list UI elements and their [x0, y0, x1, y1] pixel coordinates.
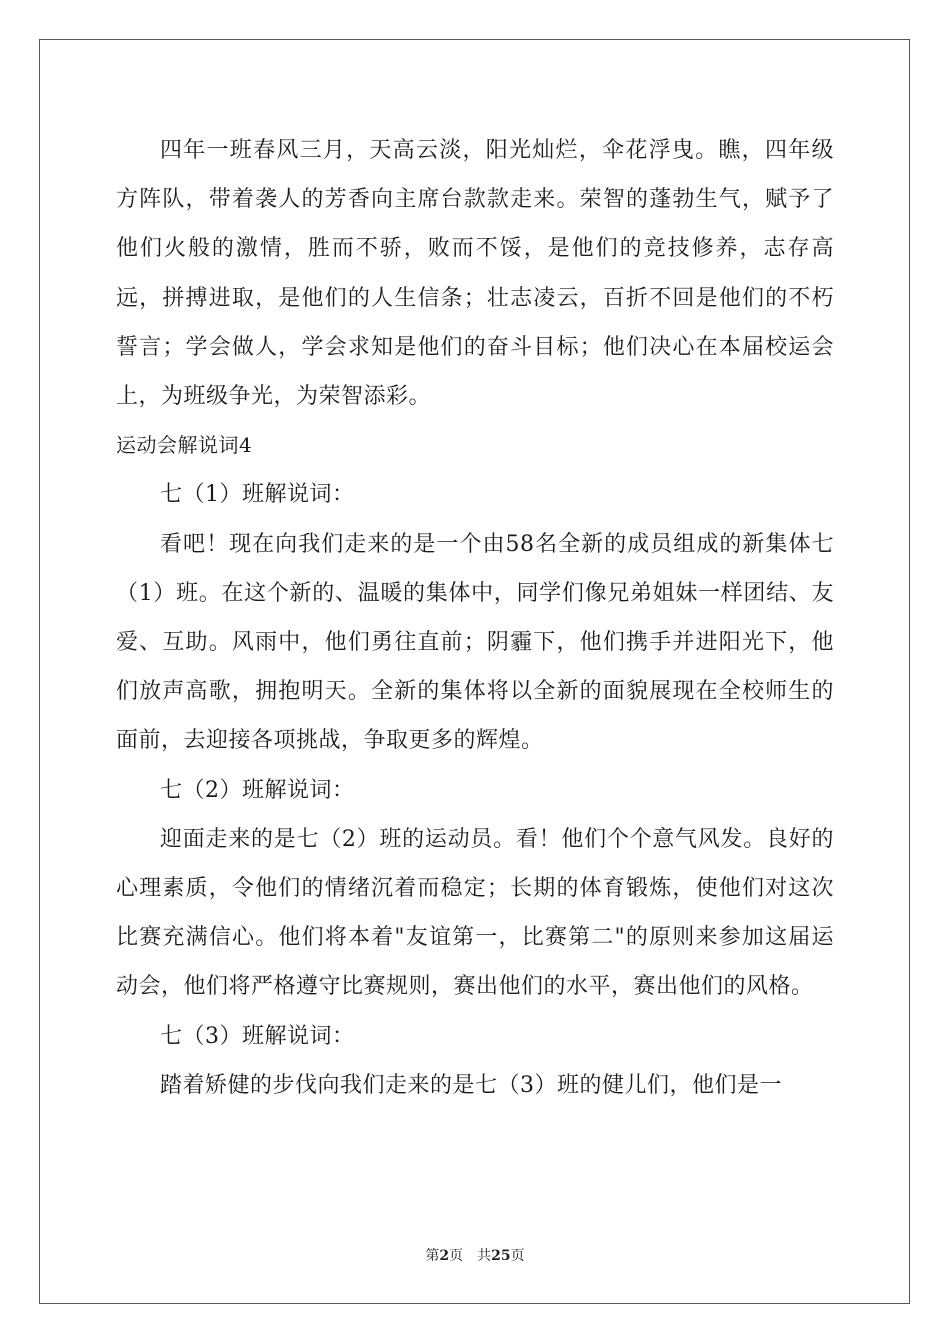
- footer-middle: 页 共: [449, 1248, 492, 1264]
- paragraph: 踏着矫健的步伐向我们走来的是七（3）班的健儿们，他们是一: [160, 1072, 782, 1098]
- class-heading: 七（2）班解说词：: [160, 777, 355, 803]
- page-footer: [0, 1245, 950, 1265]
- document-body: [116, 126, 834, 1110]
- class-heading: 七（1）班解说词：: [160, 482, 355, 508]
- footer-suffix: 页: [510, 1248, 525, 1264]
- paragraph: 看吧！现在向我们走来的是一个由58名全新的成员组成的新集体七（1）班。在这个新的、温暖的集体中，同学们像兄弟姐妹一样团结、友爱、互助。风雨中，他们勇往直前；阴霾下，他们携手并进阳光下，他们放声高歌，拥抱明天。全新的集体将以全新的面貌展现在全校师生的面前，去迎接各项挑战，争取更多的辉煌。: [116, 531, 834, 754]
- paragraph: 四年一班春风三月，天高云淡，阳光灿烂，伞花浮曳。瞧，四年级方阵队，带着袭人的芳香向主席台款款走来。荣智的蓬勃生气，赋予了他们火般的激情，胜而不骄，败而不馁，是他们的竞技修养，志存高远，拼搏进取，是他们的人生信条；壮志凌云，百折不回是他们的不朽誓言；学会做人，学会求知是他们的奋斗目标；他们决心在本届校运会上，为班级争光，为荣智添彩。: [116, 138, 834, 410]
- total-page-number: 25: [491, 1248, 511, 1264]
- footer-prefix: 第: [425, 1248, 440, 1264]
- paragraph: 迎面走来的是七（2）班的运动员。看！他们个个意气风发。良好的心理素质，令他们的情绪沉着而稳定；长期的体育锻炼，使他们对这次比赛充满信心。他们将本着"友谊第一，比赛第二"的原则来参加这届运动会，他们将严格遵守比赛规则，赛出他们的水平，赛出他们的风格。: [116, 826, 834, 1000]
- class-heading: 七（3）班解说词：: [160, 1023, 355, 1049]
- current-page-number: 2: [439, 1248, 450, 1264]
- section-heading: 运动会解说词4: [116, 433, 253, 458]
